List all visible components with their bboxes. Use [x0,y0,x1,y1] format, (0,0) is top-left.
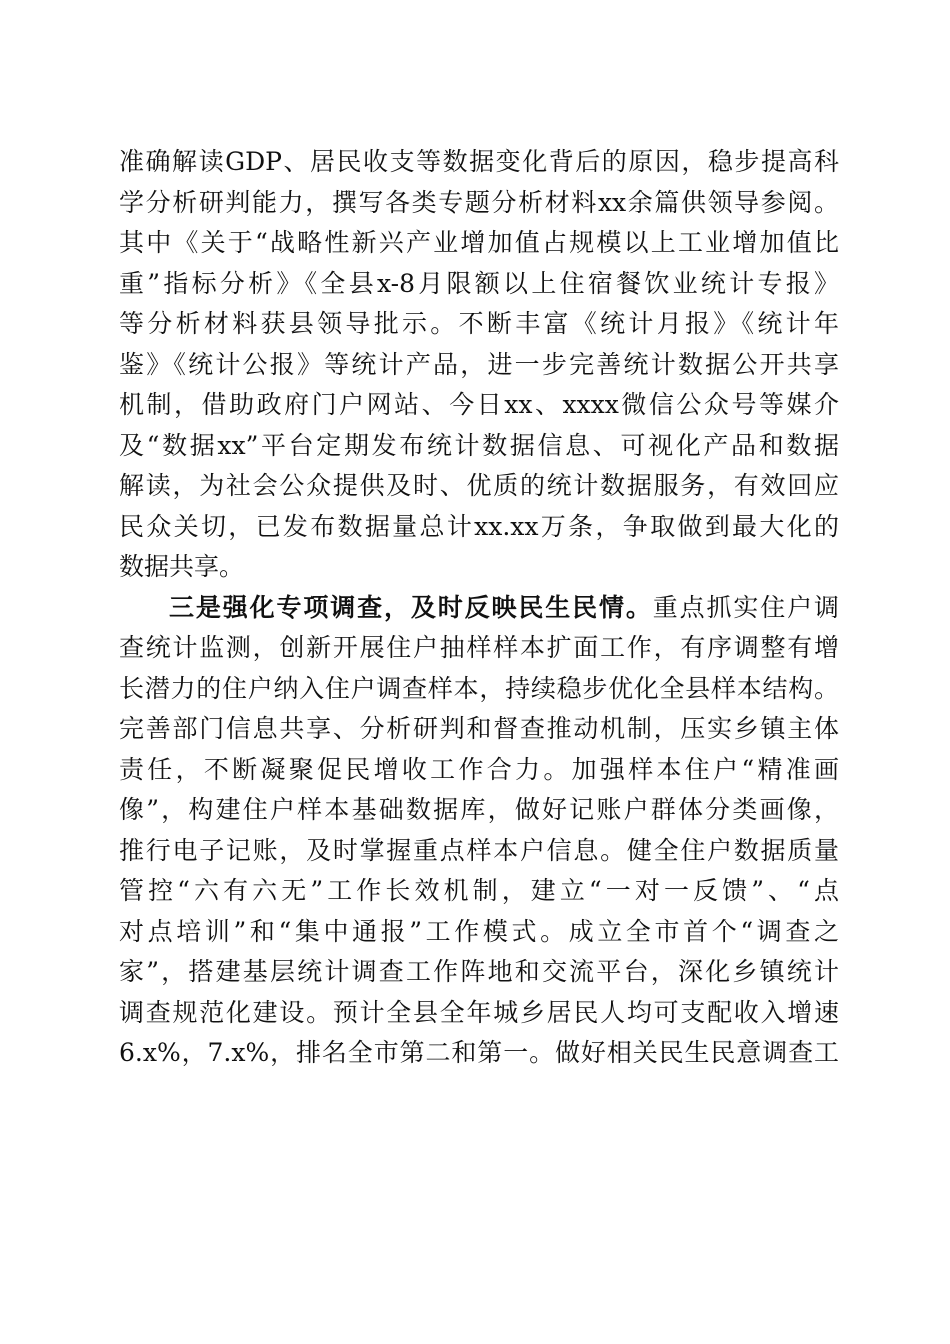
text-line: 6.x%，7.x%，排名全市第二和第一。做好相关民生民意调查工 [119,1038,839,1067]
text-line-first [119,588,839,629]
text-line: 机制，借助政府门户网站、今日xx、xxxx微信公众号等媒介 [119,390,839,419]
text-line: 其中《关于“战略性新兴产业增加值占规模以上工业增加值比 [119,228,839,257]
text-line: 准确解读GDP、居民收支等数据变化背后的原因，稳步提高科 [119,147,839,176]
text-line: 数据共享。 [119,552,245,581]
document-body [119,142,839,1074]
text-line: 完善部门信息共享、分析研判和督查推动机制，压实乡镇主体 [119,714,839,743]
text-line: 像”，构建住户样本基础数据库，做好记账户群体分类画像， [119,795,839,824]
text-line: 推行电子记账，及时掌握重点样本户信息。健全住户数据质量 [119,835,839,865]
paragraph-lead-heading: 三是强化专项调查，及时反映民生民情。 [169,592,653,622]
text-line: 对点培训”和“集中通报”工作模式。成立全市首个“调查之 [119,916,839,946]
text-line: 管控“六有六无”工作长效机制，建立“一对一反馈”、“点 [119,876,839,905]
text-line: 长潜力的住户纳入住户调查样本，持续稳步优化全县样本结构。 [119,673,839,703]
paragraph-statistics-products [119,142,839,588]
first-line-text: 重点抓实住户调 [652,592,839,622]
text-line: 家”，搭建基层统计调查工作阵地和交流平台，深化乡镇统计 [119,957,839,986]
text-line: 学分析研判能力，撰写各类专题分析材料xx余篇供领导参阅。 [119,187,839,217]
text-line: 及“数据xx”平台定期发布统计数据信息、可视化产品和数据 [119,430,839,460]
text-line: 重”指标分析》《全县x-8月限额以上住宿餐饮业统计专报》 [119,268,839,298]
text-line: 等分析材料获县领导批示。不断丰富《统计月报》《统计年 [119,309,839,338]
text-line: 调查规范化建设。预计全县全年城乡居民人均可支配收入增速 [119,997,839,1027]
paragraph-special-survey [119,588,839,1074]
text-line: 查统计监测，创新开展住户抽样样本扩面工作，有序调整有增 [119,633,839,662]
text-line: 鉴》《统计公报》等统计产品，进一步完善统计数据公开共享 [119,349,839,379]
text-line: 民众关切，已发布数据量总计xx.xx万条，争取做到最大化的 [119,511,839,541]
text-line: 解读，为社会公众提供及时、优质的统计数据服务，有效回应 [119,471,839,500]
text-line: 责任，不断凝聚促民增收工作合力。加强样本住户“精准画 [119,754,839,784]
